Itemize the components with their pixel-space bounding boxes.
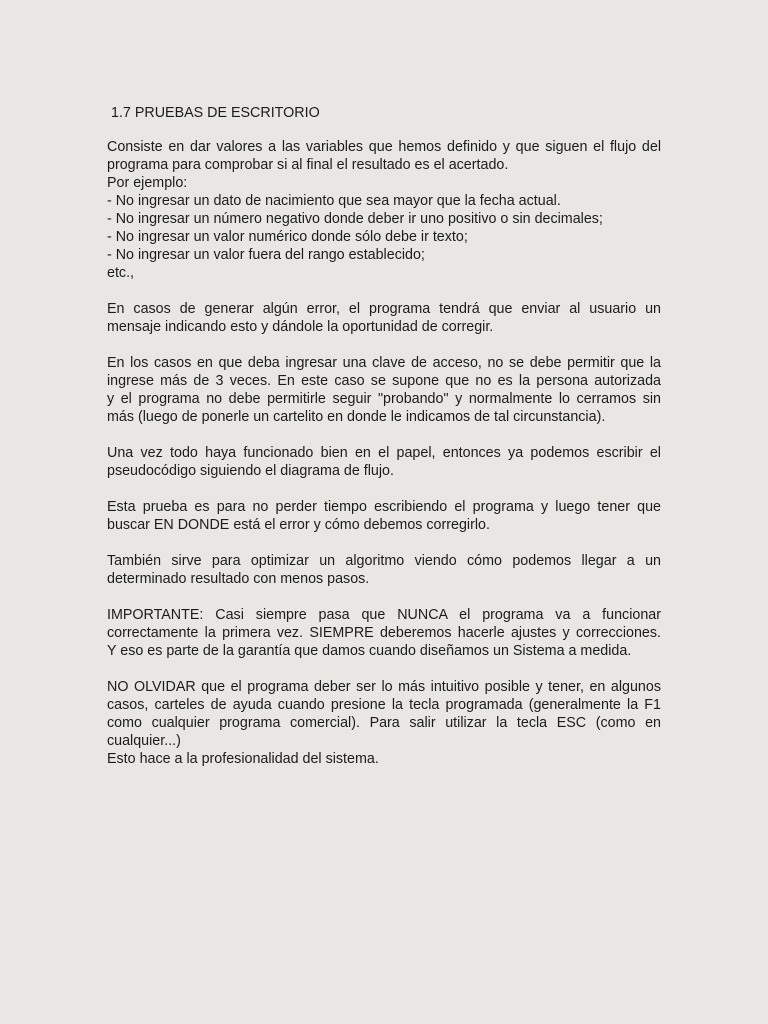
text-line: casos, carteles de ayuda cuando presione la tecla programada (generalmente la F1 (107, 697, 661, 713)
text-line: pseudocódigo siguiendo el diagrama de flujo. (107, 463, 394, 479)
paragraph-intro (107, 138, 661, 282)
text-line: - No ingresar un valor numérico donde sólo debe ir texto; (107, 229, 468, 245)
text-line: NO OLVIDAR que el programa deber ser lo más intuitivo posible y tener, en algunos (107, 679, 661, 695)
paragraph-optimize (107, 552, 661, 588)
text-line: buscar EN DONDE está el error y cómo debemos corregirlo. (107, 517, 490, 533)
text-line: más (luego de ponerle un cartelito en donde le indicamos de tal circunstancia). (107, 409, 606, 425)
text-line: ingrese más de 3 veces. En este caso se supone que no es la persona autorizada (107, 373, 661, 389)
paragraph-paper (107, 444, 661, 480)
text-line: Esta prueba es para no perder tiempo escribiendo el programa y luego tener que (107, 499, 661, 515)
text-line: - No ingresar un número negativo donde deber ir uno positivo o sin decimales; (107, 211, 603, 227)
text-line: como cualquier programa comercial). Para salir utilizar la tecla ESC (como en (107, 715, 661, 731)
text-line: y el programa no debe permitirle seguir "probando" y normalmente lo cerramos sin (107, 391, 661, 407)
text-line: programa para comprobar si al final el resultado es el acertado. (107, 157, 509, 173)
text-line: En casos de generar algún error, el programa tendrá que enviar al usuario un (107, 301, 661, 317)
text-line: correctamente la primera vez. SIEMPRE deberemos hacerle ajustes y correcciones. (107, 625, 661, 641)
section-heading: 1.7 PRUEBAS DE ESCRITORIO (111, 105, 320, 121)
text-line: Consiste en dar valores a las variables que hemos definido y que siguen el flujo del (107, 139, 661, 155)
text-line: determinado resultado con menos pasos. (107, 571, 370, 587)
text-line: - No ingresar un dato de nacimiento que sea mayor que la fecha actual. (107, 193, 561, 209)
paragraph-error (107, 300, 661, 336)
text-line: mensaje indicando esto y dándole la oportunidad de corregir. (107, 319, 494, 335)
text-line: Esto hace a la profesionalidad del sistema. (107, 751, 379, 767)
paragraph-password (107, 354, 661, 426)
text-line: En los casos en que deba ingresar una clave de acceso, no se debe permitir que la (107, 355, 661, 371)
paragraph-remember (107, 678, 661, 768)
text-line: - No ingresar un valor fuera del rango establecido; (107, 247, 425, 263)
text-line: cualquier...) (107, 733, 181, 749)
text-line: Y eso es parte de la garantía que damos cuando diseñamos un Sistema a medida. (107, 643, 632, 659)
paragraph-time (107, 498, 661, 534)
text-line: Una vez todo haya funcionado bien en el papel, entonces ya podemos escribir el (107, 445, 661, 461)
paragraph-important (107, 606, 661, 660)
text-line: También sirve para optimizar un algoritmo viendo cómo podemos llegar a un (107, 553, 661, 569)
text-line: etc., (107, 265, 135, 281)
text-line: Por ejemplo: (107, 175, 188, 191)
text-line: IMPORTANTE: Casi siempre pasa que NUNCA el programa va a funcionar (107, 607, 661, 623)
